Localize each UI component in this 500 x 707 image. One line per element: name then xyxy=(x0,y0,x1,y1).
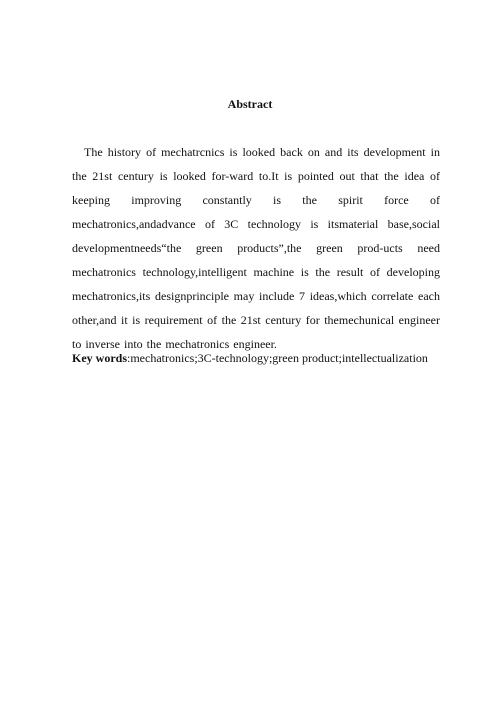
abstract-heading: Abstract xyxy=(227,97,273,111)
abstract-paragraph: The history of mechatrcnics is looked back on and its development in the 21st century is looked for-ward to.It is pointed out that the idea of keeping improving constantly is the spirit force of mechatronics,andadvance of 3C technology is itsmaterial base,social developmentneeds“the green products”,the green prod-ucts need mechatronics technology,intelligent machine is the result of developing mechatronics,its designprinciple may include 7 ideas,which correlate each other,and it is requirement of the 21st century for themechunical engineer to inverse into the mechatronics engineer. xyxy=(72,145,440,351)
keywords-label: Key words xyxy=(72,351,127,365)
keywords-list: mechatronics;3C-technology;green product;intellectualization xyxy=(130,351,428,365)
keywords-separator: : xyxy=(127,351,131,365)
keywords-line xyxy=(72,346,452,370)
